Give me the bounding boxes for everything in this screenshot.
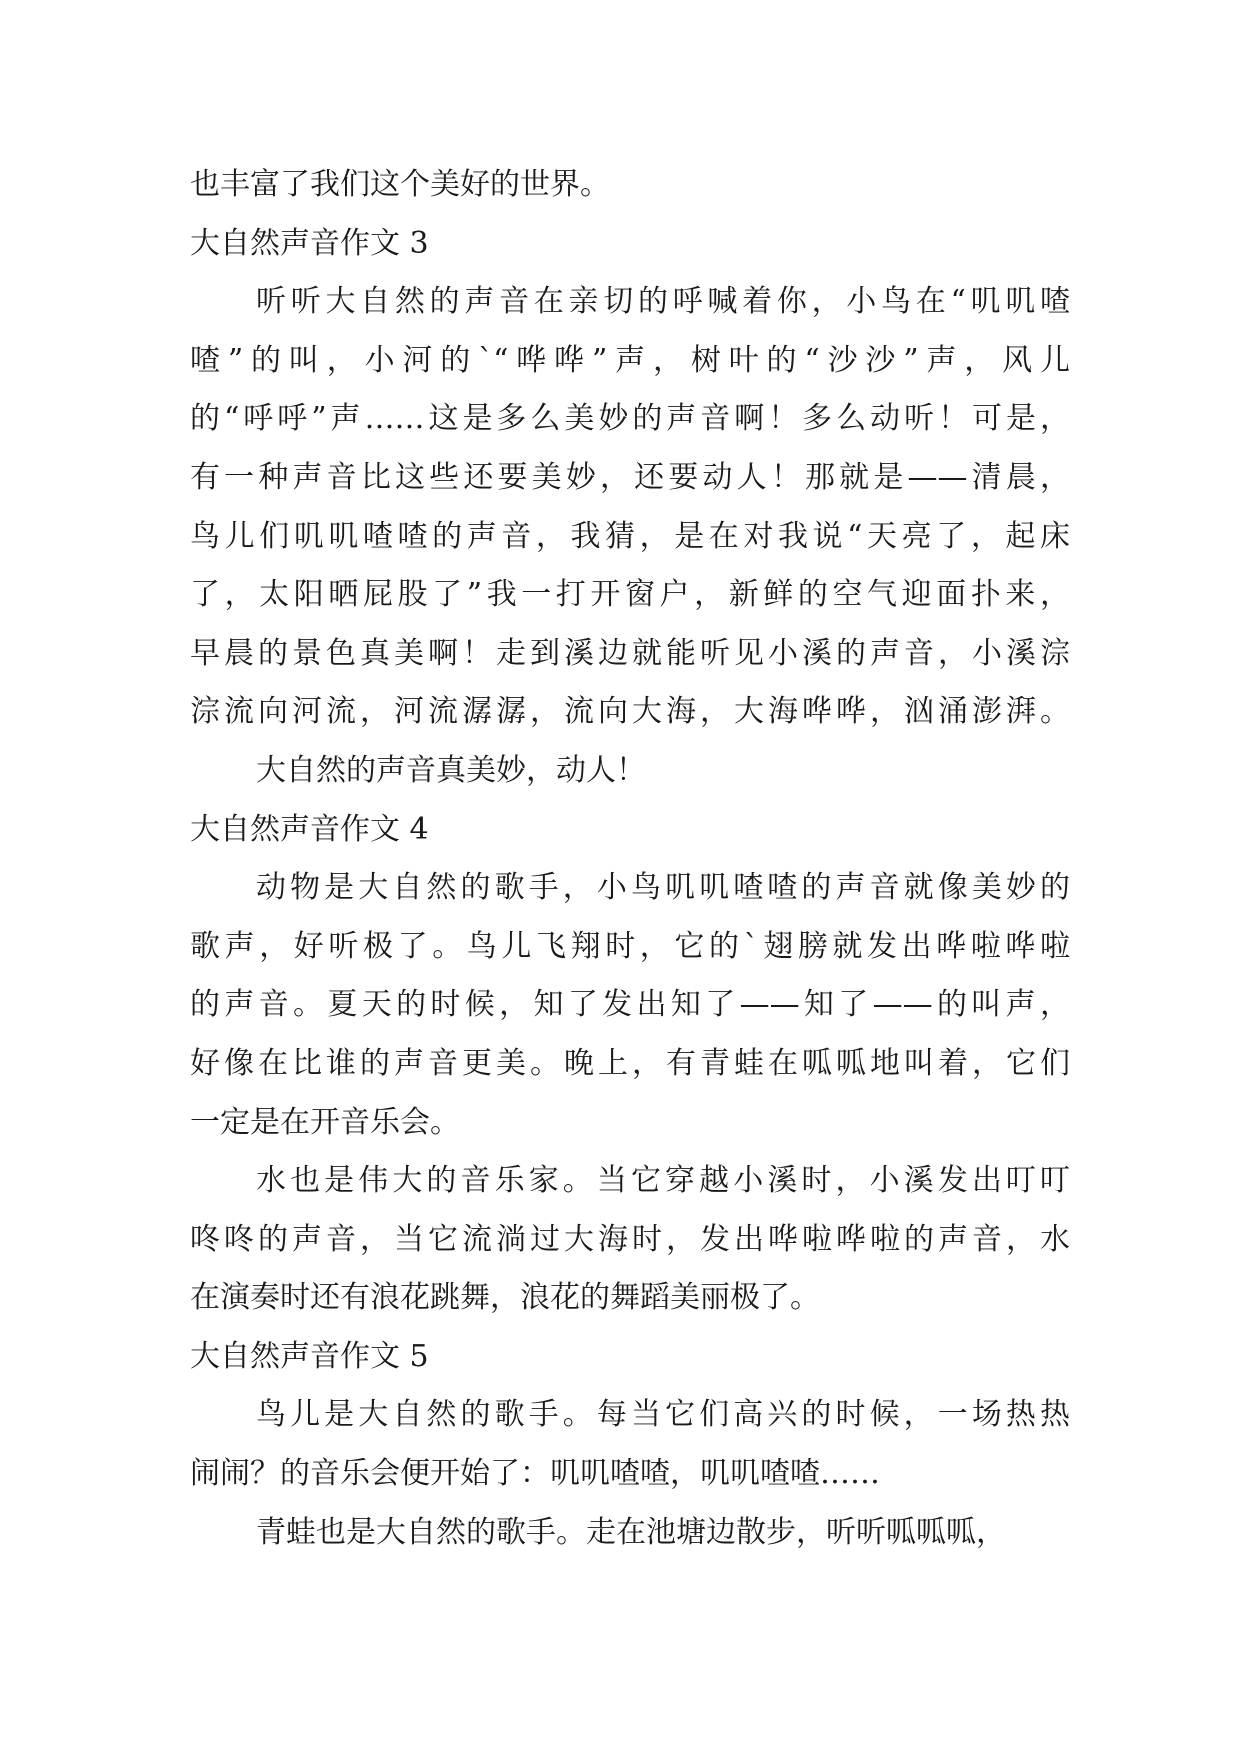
paragraph-line: 喳”的叫，小河的`“哗哗”声，树叶的“沙沙”声，风儿 <box>190 342 1070 378</box>
paragraph-line: 了，太阳晒屁股了”我一打开窗户，新鲜的空气迎面扑来， <box>190 577 1070 613</box>
paragraph-line: 动物是大自然的歌手，小鸟叽叽喳喳的声音就像美妙的 <box>256 870 1070 906</box>
paragraph-line: 的声音。夏天的时候，知了发出知了——知了——的叫声， <box>190 987 1070 1023</box>
paragraph-line: 的“呼呼”声……这是多么美妙的声音啊！多么动听！可是， <box>190 401 1070 437</box>
paragraph-line: 鸟儿们叽叽喳喳的声音，我猜，是在对我说“天亮了，起床 <box>190 518 1070 554</box>
section-heading: 大自然声音作文 5 <box>190 1338 429 1374</box>
paragraph-line: 大自然的声音真美妙，动人！ <box>256 752 646 788</box>
paragraph-line: 一定是在开音乐会。 <box>190 1104 460 1140</box>
section-heading: 大自然声音作文 4 <box>190 811 429 847</box>
paragraph-line: 歌声，好听极了。鸟儿飞翔时，它的`翅膀就发出哗啦哗啦 <box>190 928 1070 964</box>
paragraph-line: 水也是伟大的音乐家。当它穿越小溪时，小溪发出叮叮 <box>256 1163 1070 1199</box>
paragraph-line: 有一种声音比这些还要美妙，还要动人！那就是——清晨， <box>190 459 1070 495</box>
paragraph-line: 闹闹？的音乐会便开始了：叽叽喳喳，叽叽喳喳…… <box>190 1456 880 1492</box>
paragraph-line: 好像在比谁的声音更美。晚上，有青蛙在呱呱地叫着，它们 <box>190 1045 1070 1081</box>
paragraph-line: 淙流向河流，河流潺潺，流向大海，大海哗哗，汹涌澎湃。 <box>190 694 1070 730</box>
paragraph-line: 在演奏时还有浪花跳舞，浪花的舞蹈美丽极了。 <box>190 1280 820 1316</box>
paragraph-line: 也丰富了我们这个美好的世界。 <box>190 167 610 202</box>
paragraph-line: 青蛙也是大自然的歌手。走在池塘边散步，听听呱呱呱， <box>256 1514 1006 1550</box>
paragraph-line: 咚咚的声音，当它流淌过大海时，发出哗啦哗啦的声音，水 <box>190 1221 1070 1257</box>
document-body <box>190 156 1070 1562</box>
paragraph-line: 鸟儿是大自然的歌手。每当它们高兴的时候，一场热热 <box>256 1397 1070 1433</box>
paragraph-line: 早晨的景色真美啊！走到溪边就能听见小溪的声音，小溪淙 <box>190 635 1070 671</box>
section-heading: 大自然声音作文 3 <box>190 225 429 261</box>
paragraph-line: 听听大自然的声音在亲切的呼喊着你，小鸟在“叽叽喳 <box>256 284 1070 320</box>
